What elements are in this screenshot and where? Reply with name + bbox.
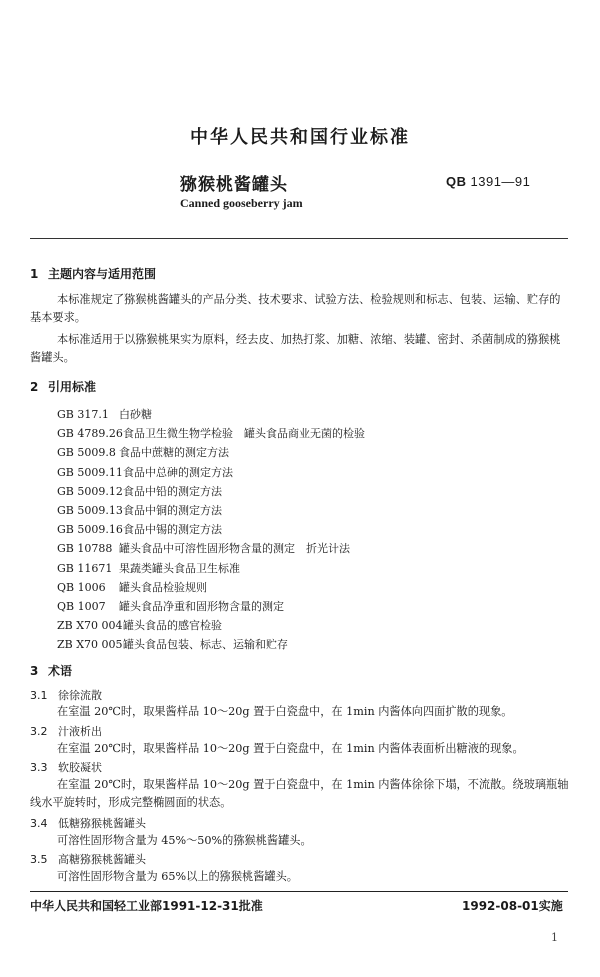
reference-title: 食品中铅的测定方法 bbox=[123, 484, 222, 498]
term-3-3-heading: 3.3 软胶凝状 bbox=[30, 761, 102, 774]
standard-prefix: QB bbox=[446, 174, 467, 189]
reference-title: 白砂糖 bbox=[119, 408, 152, 421]
reference-item bbox=[57, 579, 207, 595]
reference-item bbox=[57, 502, 222, 518]
reference-title: 食品中铜的测定方法 bbox=[123, 504, 222, 517]
reference-code: ZB X70 005 bbox=[57, 638, 123, 652]
reference-code: GB 4789.26 bbox=[57, 427, 123, 441]
reference-title: 食品卫生微生物学检验 罐头食品商业无菌的检验 bbox=[123, 427, 365, 441]
reference-code: GB 5009.16 bbox=[57, 523, 123, 537]
footer-divider bbox=[30, 891, 568, 892]
reference-title: 食品中总砷的测定方法 bbox=[123, 465, 233, 479]
page-number: 1 bbox=[551, 931, 558, 944]
reference-title: 食品中蔗糖的测定方法 bbox=[119, 446, 229, 460]
reference-item bbox=[57, 444, 229, 460]
reference-item bbox=[57, 598, 284, 614]
reference-code: GB 5009.13 bbox=[57, 504, 123, 517]
reference-item bbox=[57, 406, 152, 422]
reference-code: ZB X70 004 bbox=[57, 619, 123, 633]
reference-item bbox=[57, 425, 365, 441]
document-title-en: Canned gooseberry jam bbox=[180, 196, 303, 210]
reference-title: 罐头食品包装、标志、运输和贮存 bbox=[123, 638, 288, 652]
reference-code: GB 5009.8 bbox=[57, 446, 116, 460]
term-3-2-text: 在室温 20℃时，取果酱样品 10～20g 置于白瓷盘中，在 1min 内酱体表面析出糖液的现象。 bbox=[57, 742, 524, 755]
standard-code: 1391—91 bbox=[470, 174, 531, 189]
reference-code: QB 1007 bbox=[57, 600, 106, 613]
section-3-heading: 3 术语 bbox=[30, 664, 73, 678]
reference-item bbox=[57, 560, 240, 576]
reference-title: 果蔬类罐头食品卫生标准 bbox=[119, 561, 240, 575]
section-1-heading: 1 主题内容与适用范围 bbox=[30, 267, 157, 281]
reference-title: 罐头食品的感官检验 bbox=[123, 619, 222, 633]
section-2-heading: 2 引用标准 bbox=[30, 380, 97, 394]
section-1-para-1-cont: 基本要求。 bbox=[30, 311, 86, 324]
term-3-4-text: 可溶性固形物含量为 45%～50%的猕猴桃酱罐头。 bbox=[57, 834, 312, 847]
term-3-5-text: 可溶性固形物含量为 65%以上的猕猴桃酱罐头。 bbox=[57, 870, 298, 883]
standard-category-heading: 中华人民共和国行业标准 bbox=[190, 127, 410, 148]
reference-item bbox=[57, 464, 233, 480]
reference-item bbox=[57, 617, 222, 633]
reference-code: GB 5009.12 bbox=[57, 484, 123, 498]
reference-item bbox=[57, 483, 222, 499]
standard-number bbox=[446, 174, 530, 189]
implementation-date: 1992-08-01实施 bbox=[462, 899, 563, 913]
reference-title: 罐头食品检验规则 bbox=[119, 580, 207, 594]
section-1-para-2-cont: 酱罐头。 bbox=[30, 351, 75, 364]
term-3-1-heading: 3.1 徐徐流散 bbox=[30, 689, 102, 702]
term-3-2-heading: 3.2 汁液析出 bbox=[30, 725, 102, 738]
reference-item bbox=[57, 636, 288, 652]
reference-code: GB 11671 bbox=[57, 561, 113, 575]
reference-title: 罐头食品净重和固形物含量的测定 bbox=[119, 600, 284, 613]
term-3-4-heading: 3.4 低糖猕猴桃酱罐头 bbox=[30, 817, 146, 830]
approval-statement: 中华人民共和国轻工业部1991-12-31批准 bbox=[30, 899, 263, 913]
reference-item bbox=[57, 521, 222, 537]
reference-title: 罐头食品中可溶性固形物含量的测定 折光计法 bbox=[119, 542, 350, 556]
term-3-3-text-cont: 线水平旋转时，形成完整椭圆面的状态。 bbox=[30, 796, 232, 809]
reference-code: QB 1006 bbox=[57, 580, 106, 594]
term-3-1-text: 在室温 20℃时，取果酱样品 10～20g 置于白瓷盘中，在 1min 内酱体向四面扩散的现象。 bbox=[57, 705, 513, 718]
header-divider bbox=[30, 238, 568, 239]
reference-code: GB 10788 bbox=[57, 542, 113, 556]
document-title-cn: 猕猴桃酱罐头 bbox=[180, 175, 288, 195]
term-3-5-heading: 3.5 高糖猕猴桃酱罐头 bbox=[30, 853, 146, 866]
section-1-para-1: 本标准规定了猕猴桃酱罐头的产品分类、技术要求、试验方法、检验规则和标志、包装、运输、贮存的 bbox=[57, 293, 561, 306]
term-3-3-text: 在室温 20℃时，取果酱样品 10～20g 置于白瓷盘中，在 1min 内酱体徐徐下塌，不流散。绕玻璃瓶轴 bbox=[57, 778, 569, 791]
section-1-para-2: 本标准适用于以猕猴桃果实为原料，经去皮、加热打浆、加糖、浓缩、装罐、密封、杀菌制成的猕猴桃 bbox=[57, 333, 561, 346]
reference-item bbox=[57, 540, 350, 556]
reference-code: GB 317.1 bbox=[57, 408, 109, 421]
reference-title: 食品中锡的测定方法 bbox=[123, 523, 222, 537]
reference-code: GB 5009.11 bbox=[57, 465, 123, 479]
